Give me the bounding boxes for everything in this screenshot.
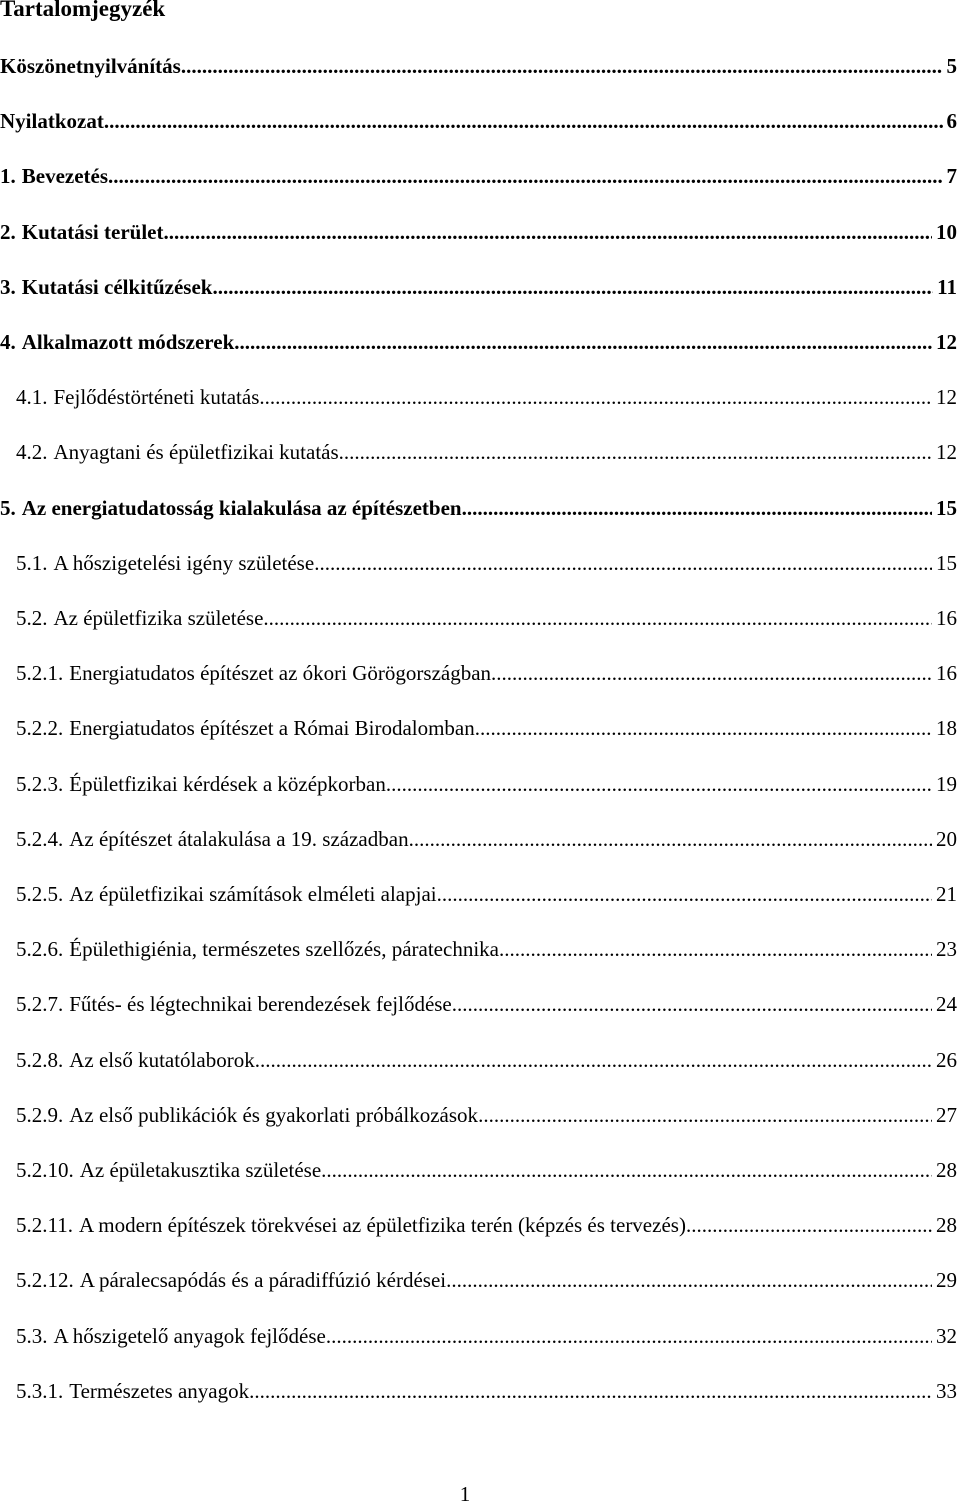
toc-entry-number: 5.2.3. — [16, 771, 64, 796]
toc-entry-title: Alkalmazott módszerek — [21, 330, 235, 354]
toc-entry-title: Az építészet átalakulása a 19. században — [69, 826, 409, 851]
toc-entry-page: 20 — [936, 826, 957, 851]
toc-entry[interactable] — [16, 990, 957, 1018]
toc-dot-leader — [499, 935, 932, 963]
page-number: 1 — [459, 1482, 471, 1506]
toc-entry-title: A hőszigetelő anyagok fejlődése — [53, 1323, 326, 1348]
toc-entry-title: Kutatási terület — [21, 219, 164, 244]
toc-dot-leader — [491, 659, 932, 687]
toc-dot-leader — [321, 1156, 932, 1184]
toc-dot-leader — [108, 162, 942, 190]
toc-entry-number: 5. — [0, 495, 16, 520]
toc-entry-title: Energiatudatos építészet az ókori Görögországban — [69, 661, 492, 686]
toc-entry-page: 33 — [936, 1378, 957, 1403]
toc-entry-title: Az épületfizikai számítások elméleti alapjai — [69, 882, 437, 906]
toc-entry-page: 19 — [936, 771, 957, 796]
toc-entry-page: 10 — [936, 219, 957, 244]
toc-entry[interactable] — [16, 1322, 957, 1350]
toc-entry[interactable] — [0, 162, 957, 190]
toc-entry-number: 5.2.11. — [16, 1213, 73, 1238]
toc-entry[interactable] — [16, 825, 957, 853]
toc-entry-title: Épülethigiénia, természetes szellőzés, páratechnika — [69, 937, 499, 962]
toc-entry-title: A hőszigetelési igény születése — [53, 550, 315, 575]
toc-dot-leader — [386, 770, 932, 798]
toc-entry-page: 28 — [936, 1158, 957, 1182]
toc-entry[interactable] — [16, 438, 957, 466]
toc-entry-title: A modern építészek törekvései az épületfizika terén (képzés és tervezés) — [78, 1213, 686, 1238]
toc-entry[interactable] — [16, 935, 957, 963]
toc-dot-leader — [263, 604, 932, 632]
toc-dot-leader — [314, 549, 932, 577]
toc-entry-number: 4.1. — [16, 385, 48, 410]
page-title: Tartalomjegyzék — [0, 0, 166, 21]
toc-entry-page: 18 — [936, 716, 957, 741]
toc-entry-title: Fűtés- és légtechnikai berendezések fejlődése — [69, 992, 452, 1017]
toc-entry[interactable] — [16, 549, 957, 577]
toc-entry-page: 24 — [936, 992, 957, 1017]
toc-dot-leader — [104, 107, 943, 135]
toc-dot-leader — [409, 825, 932, 853]
toc-entry-page: 26 — [936, 1047, 957, 1072]
toc-entry-number: 5.2.2. — [16, 716, 64, 741]
toc-entry-title: Természetes anyagok — [69, 1378, 250, 1403]
toc-entry-title: Az első publikációk és gyakorlati próbálkozások — [69, 1102, 479, 1127]
toc-entry-title: A páralecsapódás és a páradiffúzió kérdései — [79, 1268, 447, 1293]
toc-entry-title: Az első kutatólaborok — [69, 1047, 255, 1072]
toc-entry-title: Fejlődéstörténeti kutatás — [53, 385, 260, 410]
toc-entry[interactable] — [0, 52, 957, 80]
toc-dot-leader — [259, 383, 932, 411]
toc-entry[interactable] — [0, 218, 957, 246]
toc-entry[interactable] — [16, 770, 957, 798]
toc-entry[interactable] — [16, 1377, 957, 1405]
toc-entry[interactable] — [16, 383, 957, 411]
toc-entry-title: Anyagtani és épületfizikai kutatás — [53, 440, 339, 465]
toc-entry-number: 5.2.12. — [16, 1268, 74, 1293]
toc-dot-leader — [234, 328, 932, 356]
toc-entry-page: 23 — [936, 937, 957, 962]
toc-entry-number: 1. — [0, 164, 16, 189]
toc-dot-leader — [686, 1211, 932, 1239]
toc-entry-number: 5.2.8. — [16, 1047, 64, 1072]
toc-entry-page: 11 — [937, 274, 957, 299]
toc-entry-page: 32 — [936, 1323, 957, 1348]
toc-dot-leader — [339, 438, 932, 466]
toc-entry-number: 5.2.10. — [16, 1158, 74, 1182]
toc-entry-title: Épületfizikai kérdések a középkorban — [69, 771, 386, 796]
toc-dot-leader — [326, 1322, 932, 1350]
toc-entry[interactable] — [16, 604, 957, 632]
toc-entry[interactable] — [16, 880, 957, 908]
toc-dot-leader — [255, 1046, 932, 1074]
toc-entry[interactable] — [0, 107, 957, 135]
toc-entry-page: 7 — [946, 164, 957, 189]
toc-entry-number: 5.2.1. — [16, 661, 64, 686]
toc-entry-page: 15 — [936, 495, 957, 520]
toc-entry-title: Bevezetés — [21, 164, 109, 189]
toc-entry[interactable] — [16, 1101, 957, 1129]
toc-entry-number: 5.2.5. — [16, 882, 64, 906]
toc-dot-leader — [437, 880, 932, 908]
toc-dot-leader — [462, 494, 932, 522]
toc-entry[interactable] — [16, 1046, 957, 1074]
toc-entry-number: 5.2.9. — [16, 1102, 64, 1127]
toc-entry-page: 29 — [936, 1268, 957, 1293]
toc-entry-number: 5.2.6. — [16, 937, 64, 962]
toc-entry-page: 12 — [936, 385, 957, 410]
toc-entry[interactable] — [16, 1156, 957, 1184]
toc-entry-page: 6 — [946, 109, 957, 134]
toc-entry[interactable] — [16, 1266, 957, 1294]
toc-entry-page: 12 — [936, 330, 957, 354]
toc-entry-number: 5.3.1. — [16, 1378, 64, 1403]
toc-entry[interactable] — [16, 714, 957, 742]
toc-entry-number: 3. — [0, 274, 16, 299]
toc-entry-page: 16 — [936, 661, 957, 686]
toc-dot-leader — [475, 714, 932, 742]
toc-dot-leader — [478, 1101, 932, 1129]
toc-entry-page: 21 — [936, 882, 957, 906]
toc-entry-title: Köszönetnyilvánítás — [0, 54, 181, 78]
toc-dot-leader — [181, 52, 943, 80]
toc-entry[interactable] — [0, 273, 957, 301]
toc-entry-title: Az energiatudatosság kialakulása az építészetben — [21, 495, 462, 520]
toc-entry-number: 4. — [0, 330, 16, 354]
toc-entry-page: 5 — [946, 54, 957, 78]
toc-entry-number: 5.2. — [16, 606, 48, 630]
toc-dot-leader — [446, 1266, 932, 1294]
toc-entry[interactable] — [16, 659, 957, 687]
toc-entry-title: Az épületfizika születése — [53, 606, 264, 630]
toc-entry-number: 5.1. — [16, 550, 48, 575]
toc-entry-page: 15 — [936, 550, 957, 575]
toc-entry-page: 27 — [936, 1102, 957, 1127]
toc-entry-number: 2. — [0, 219, 16, 244]
toc-dot-leader — [452, 990, 932, 1018]
toc-entry-title: Kutatási célkitűzések — [21, 274, 213, 299]
toc-entry-title: Energiatudatos építészet a Római Birodalomban — [69, 716, 475, 741]
toc-entry-number: 5.2.7. — [16, 992, 64, 1017]
toc-entry[interactable] — [0, 494, 957, 522]
toc-entry-number: 5.3. — [16, 1323, 48, 1348]
toc-entry[interactable] — [0, 328, 957, 356]
toc-entry-number: 5.2.4. — [16, 826, 64, 851]
toc-entry-title: Nyilatkozat — [0, 109, 104, 134]
toc-dot-leader — [163, 218, 932, 246]
toc-dot-leader — [212, 273, 933, 301]
toc-entry-number: 4.2. — [16, 440, 48, 465]
toc-entry[interactable] — [16, 1211, 957, 1239]
toc-entry-page: 28 — [936, 1213, 957, 1238]
toc-dot-leader — [249, 1377, 932, 1405]
toc-entry-page: 12 — [936, 440, 957, 465]
toc-entry-page: 16 — [936, 606, 957, 630]
toc-entry-title: Az épületakusztika születése — [79, 1158, 322, 1182]
